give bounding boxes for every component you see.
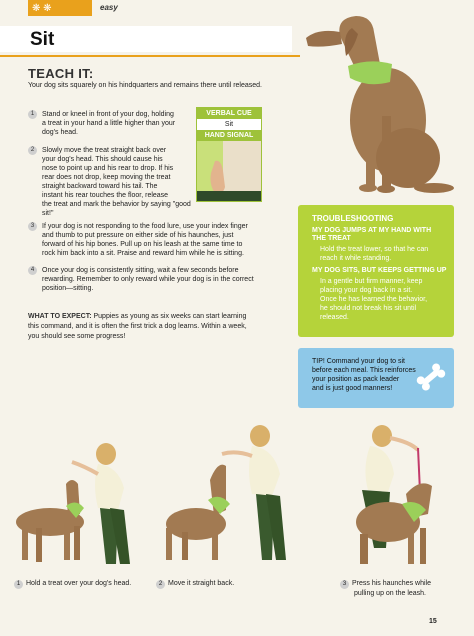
caption-number: 2 [156, 580, 165, 589]
page-title: Sit [30, 29, 55, 50]
tip-text: TIP! Command your dog to sit before each meal. This reinforces your position as pack leader and is just good manners! [312, 358, 416, 392]
trouble-answer-1: Hold the treat lower, so that he can reach it while standing. [320, 246, 429, 262]
tip-box [298, 348, 454, 408]
level-tab [28, 0, 92, 16]
step-number: 4 [28, 266, 37, 275]
troubleshooting-box [298, 205, 454, 337]
step-text: Once your dog is consistently sitting, wait a few seconds before rewarding. Remember to only reward while your dog is in the correct position—sitting. [42, 267, 254, 292]
caption-2: 2 Move it straight back. [156, 579, 234, 589]
verbal-cue-label: VERBAL CUE [197, 108, 261, 119]
step-number: 2 [28, 146, 37, 155]
step-text: Slowly move the treat straight back over your dog's head. This should cause his nose to point up and his rear to drop. If his rear does not drop, keep moving the treat straight backward toward his tail. The instant his rear touches the floor, release the treat and mark the behavior by saying "good sit!" [42, 147, 191, 217]
paw-icon: ❋ ❋ [32, 2, 52, 14]
hand-signal-photo [197, 141, 261, 201]
hand-signal-label: HAND SIGNAL [197, 130, 261, 141]
sitting-dog-photo [296, 8, 466, 198]
trouble-question-2: MY DOG SITS, BUT KEEPS GETTING UP [312, 267, 447, 274]
step-1-photo [6, 414, 156, 574]
caption-number: 1 [14, 580, 23, 589]
intro-text: Your dog sits squarely on his hindquarters and remains there until released. [28, 82, 262, 89]
trouble-answer-2: In a gentle but firm manner, keep placing your dog back in a sit. Once he has learned the behavior, he should not break his sit until released. [320, 278, 428, 321]
caption-number: 3 [340, 580, 349, 589]
page-number: 15 [429, 618, 437, 625]
step-number: 3 [28, 222, 37, 231]
what-to-expect: WHAT TO EXPECT: Puppies as young as six weeks can start learning this command, and it is often the first trick a dog learns. Within a week, you should see some progress! [28, 313, 247, 340]
trouble-question-1: MY DOG JUMPS AT MY HAND WITH THE TREAT [312, 227, 432, 242]
title-rule [0, 55, 300, 57]
step-text: Stand or kneel in front of your dog, holding a treat in your hand a little higher than your dog's head. [42, 111, 176, 136]
hand-icon [197, 141, 261, 201]
teach-heading: TEACH IT: [28, 66, 94, 81]
cue-box [196, 107, 262, 202]
expect-label: WHAT TO EXPECT: [28, 313, 92, 320]
caption-1: 1 Hold a treat over your dog's head. [14, 579, 131, 589]
step-text: If your dog is not responding to the food lure, use your index finger and thumb to put pressure on either side of his haunches, just forward of his hip bones. Pull up on his leash at the same time to rock him back into a sit. Praise and reward him while he is sitting. [42, 223, 248, 257]
bone-icon [414, 360, 448, 394]
step-number: 1 [28, 110, 37, 119]
caption-3: 3 Press his haunches while pulling up on the leash. [340, 579, 431, 598]
troubleshooting-heading: TROUBLESHOOTING [312, 214, 394, 223]
verbal-cue-value: Sit [224, 121, 234, 128]
step-2-photo [156, 420, 306, 570]
level-label: easy [100, 3, 118, 12]
step-3-photo [340, 418, 460, 578]
